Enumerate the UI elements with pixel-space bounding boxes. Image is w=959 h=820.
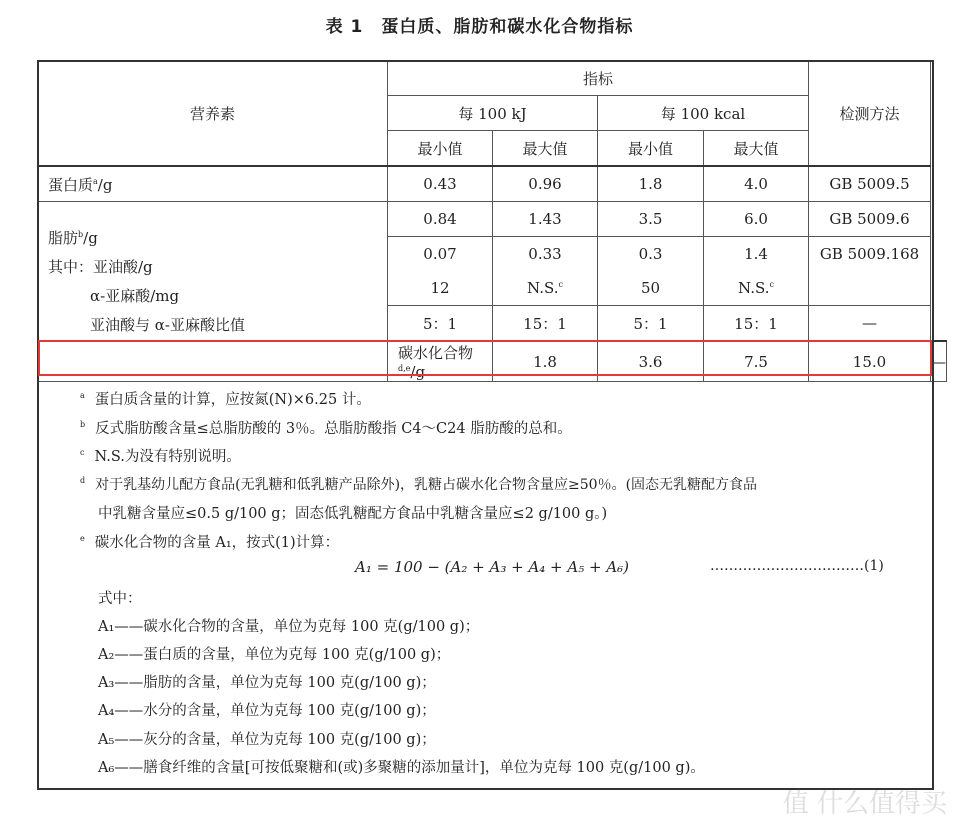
cell: 7.5 [704,341,809,382]
cell: 1.8 [598,166,704,202]
cell: 3.5 [598,202,704,237]
header-min: 最小值 [598,131,704,167]
footnote-mark: d [80,476,86,486]
definition: A₂——蛋白质的含量，单位为克每 100 克(g/100 g)； [98,647,451,663]
header-max: 最大值 [704,131,809,167]
table-row [38,202,947,237]
footnote-mark: b [80,420,86,430]
row-label: α-亚麻酸/mg [90,287,180,305]
row-label: 脂肪 [48,229,79,247]
footnote-mark: c [769,280,774,289]
table-title: 表 1 蛋白质、脂肪和碳水化合物指标 [325,17,634,37]
cell: 0.84 [388,202,493,237]
unit: /g [410,363,426,381]
header-per-kcal: 每 100 kcal [598,96,809,131]
header-min: 最小值 [388,131,493,167]
definition: A₆——膳食纤维的含量[可按低聚糖和(或)多聚糖的添加量计]，单位为克每 100 克(g/100 g)。 [98,760,705,776]
row-label: 其中：亚油酸/g [48,258,153,276]
formula: A₁ = 100 − (A₂ + A₃ + A₄ + A₅ + A₆) [355,558,630,576]
method-cell: GB 5009.5 [809,166,931,202]
footnote-mark: c [80,448,85,458]
formula-number: ……………………………(1) [710,558,884,574]
footnote-mark: c [558,280,563,289]
row-label: 碳水化合物 [398,344,474,362]
footnote-d [80,474,757,494]
footnote-b [80,417,572,438]
table-row [38,166,947,202]
cell: 0.07 [388,237,493,272]
cell: 4.0 [704,166,809,202]
header-per-kj: 每 100 kJ [388,96,598,131]
method-cell: GB 5009.6 [809,202,931,237]
nutrient-table [37,60,947,382]
where-label: 式中： [98,591,142,607]
footnote-text: N.S.为没有特别说明。 [94,449,241,465]
footnote-text: 反式脂肪酸含量≤总脂肪酸的 3％。总脂肪酸指 C4～C24 脂肪酸的总和。 [95,421,572,437]
cell: 0.96 [493,166,598,202]
footnote-text: 碳水化合物的含量 A₁，按式(1)计算： [94,535,340,551]
cell: 1.43 [493,202,598,237]
watermark-logo: 值 什么值得买 [782,789,947,819]
footnote-text: 对于乳基幼儿配方食品(无乳糖和低乳糖产品除外)，乳糖占碳水化合物含量应≥50％。(固态无乳糖配方食品 [95,477,758,493]
unit: /g [97,175,113,194]
cell: 0.3 [598,237,704,272]
cell: 15：1 [493,306,598,342]
cell: 50 [598,271,704,306]
footnote-a [80,388,371,409]
row-label: 亚油酸与 α-亚麻酸比值 [90,316,245,334]
definition: A₁——碳水化合物的含量，单位为克每 100 克(g/100 g)； [98,619,480,635]
footnote-text: 中乳糖含量应≤0.5 g/100 g；固态低乳糖配方食品中乳糖含量应≤2 g/100 g。) [98,506,608,522]
cell: N.S. [527,279,559,297]
cell: 5：1 [388,306,493,342]
method-cell: GB 5009.168 [809,237,931,306]
footnote-mark: e [80,534,85,544]
cell: 1.8 [493,341,598,382]
method-cell: — [809,306,931,342]
cell: 15：1 [704,306,809,342]
footnote-c [80,445,241,466]
footnote-e [80,531,339,552]
header-indicator: 指标 [388,61,809,96]
definition: A₅——灰分的含量，单位为克每 100 克(g/100 g)； [98,732,436,748]
cell: 0.33 [493,237,598,272]
footnote-mark: b [78,230,84,239]
method-cell: — [931,341,947,382]
cell: 5：1 [598,306,704,342]
footnote-text: 蛋白质含量的计算，应按氮(N)×6.25 计。 [94,392,371,408]
row-label: 蛋白质 [48,175,94,194]
unit: /g [83,229,98,247]
footnote-mark: d,e [398,364,411,373]
cell: 1.4 [704,237,809,272]
header-max: 最大值 [493,131,598,167]
footnote-mark: a [80,391,85,401]
header-nutrient: 营养素 [38,61,388,167]
header-method: 检测方法 [809,61,931,167]
cell: 0.43 [388,166,493,202]
cell: 15.0 [809,341,931,382]
cell: 12 [388,271,493,306]
definition: A₃——脂肪的含量，单位为克每 100 克(g/100 g)； [98,675,436,691]
cell: 3.6 [598,341,704,382]
footnote-mark: a [93,176,98,186]
definition: A₄——水分的含量，单位为克每 100 克(g/100 g)； [98,703,436,719]
cell: 6.0 [704,202,809,237]
cell: N.S. [738,279,770,297]
